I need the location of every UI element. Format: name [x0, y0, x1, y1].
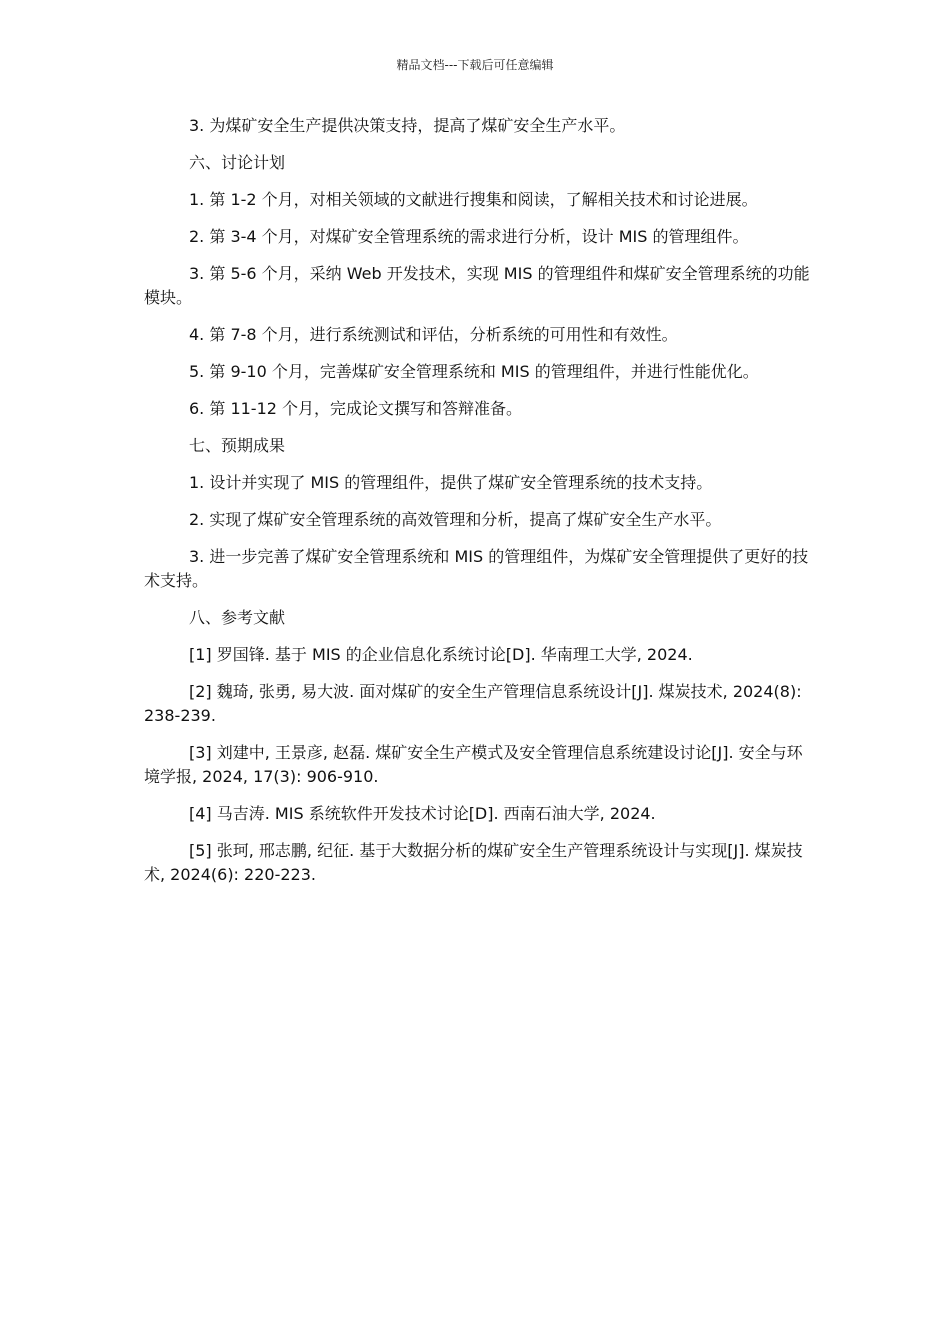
reference-1: [1] 罗国锋. 基于 MIS 的企业信息化系统讨论[D]. 华南理工大学, 2024. [189, 645, 693, 664]
plan-item-1: 1. 第 1-2 个月，对相关领域的文献进行搜集和阅读，了解相关技术和讨论进展。 [189, 190, 758, 209]
reference-5: [5] 张珂, 邢志鹏, 纪征. 基于大数据分析的煤矿安全生产管理系统设计与实现[J]. 煤炭技术, 2024(6): 220-223. [144, 841, 803, 884]
section-heading-plan: 六、讨论计划 [189, 153, 286, 172]
page-header: 精品文档---下载后可任意编辑 [396, 58, 554, 72]
expected-result-1: 1. 设计并实现了 MIS 的管理组件，提供了煤矿安全管理系统的技术支持。 [189, 473, 713, 492]
section-heading-expected-results: 七、预期成果 [189, 436, 286, 455]
plan-item-4: 4. 第 7-8 个月，进行系统测试和评估，分析系统的可用性和有效性。 [189, 325, 678, 344]
plan-item-5: 5. 第 9-10 个月，完善煤矿安全管理系统和 MIS 的管理组件，并进行性能优化。 [189, 362, 759, 381]
expected-result-3: 3. 进一步完善了煤矿安全管理系统和 MIS 的管理组件，为煤矿安全管理提供了更好的技术支持。 [144, 547, 809, 590]
plan-item-3: 3. 第 5-6 个月，采纳 Web 开发技术，实现 MIS 的管理组件和煤矿安全管理系统的功能模块。 [144, 264, 810, 307]
reference-4: [4] 马吉涛. MIS 系统软件开发技术讨论[D]. 西南石油大学, 2024. [189, 804, 656, 823]
plan-item-2: 2. 第 3-4 个月，对煤矿安全管理系统的需求进行分析，设计 MIS 的管理组件。 [189, 227, 749, 246]
plan-item-6: 6. 第 11-12 个月，完成论文撰写和答辩准备。 [189, 399, 523, 418]
reference-2: [2] 魏琦, 张勇, 易大波. 面对煤矿的安全生产管理信息系统设计[J]. 煤炭技术, 2024(8): 238-239. [144, 682, 802, 725]
section-heading-references: 八、参考文献 [189, 608, 286, 627]
document-body [144, 114, 810, 900]
paragraph-outcome-3: 3. 为煤矿安全生产提供决策支持，提高了煤矿安全生产水平。 [189, 116, 626, 135]
expected-result-2: 2. 实现了煤矿安全管理系统的高效管理和分析，提高了煤矿安全生产水平。 [189, 510, 722, 529]
reference-3: [3] 刘建中, 王景彦, 赵磊. 煤矿安全生产模式及安全管理信息系统建设讨论[J]. 安全与环境学报, 2024, 17(3): 906-910. [144, 743, 803, 786]
